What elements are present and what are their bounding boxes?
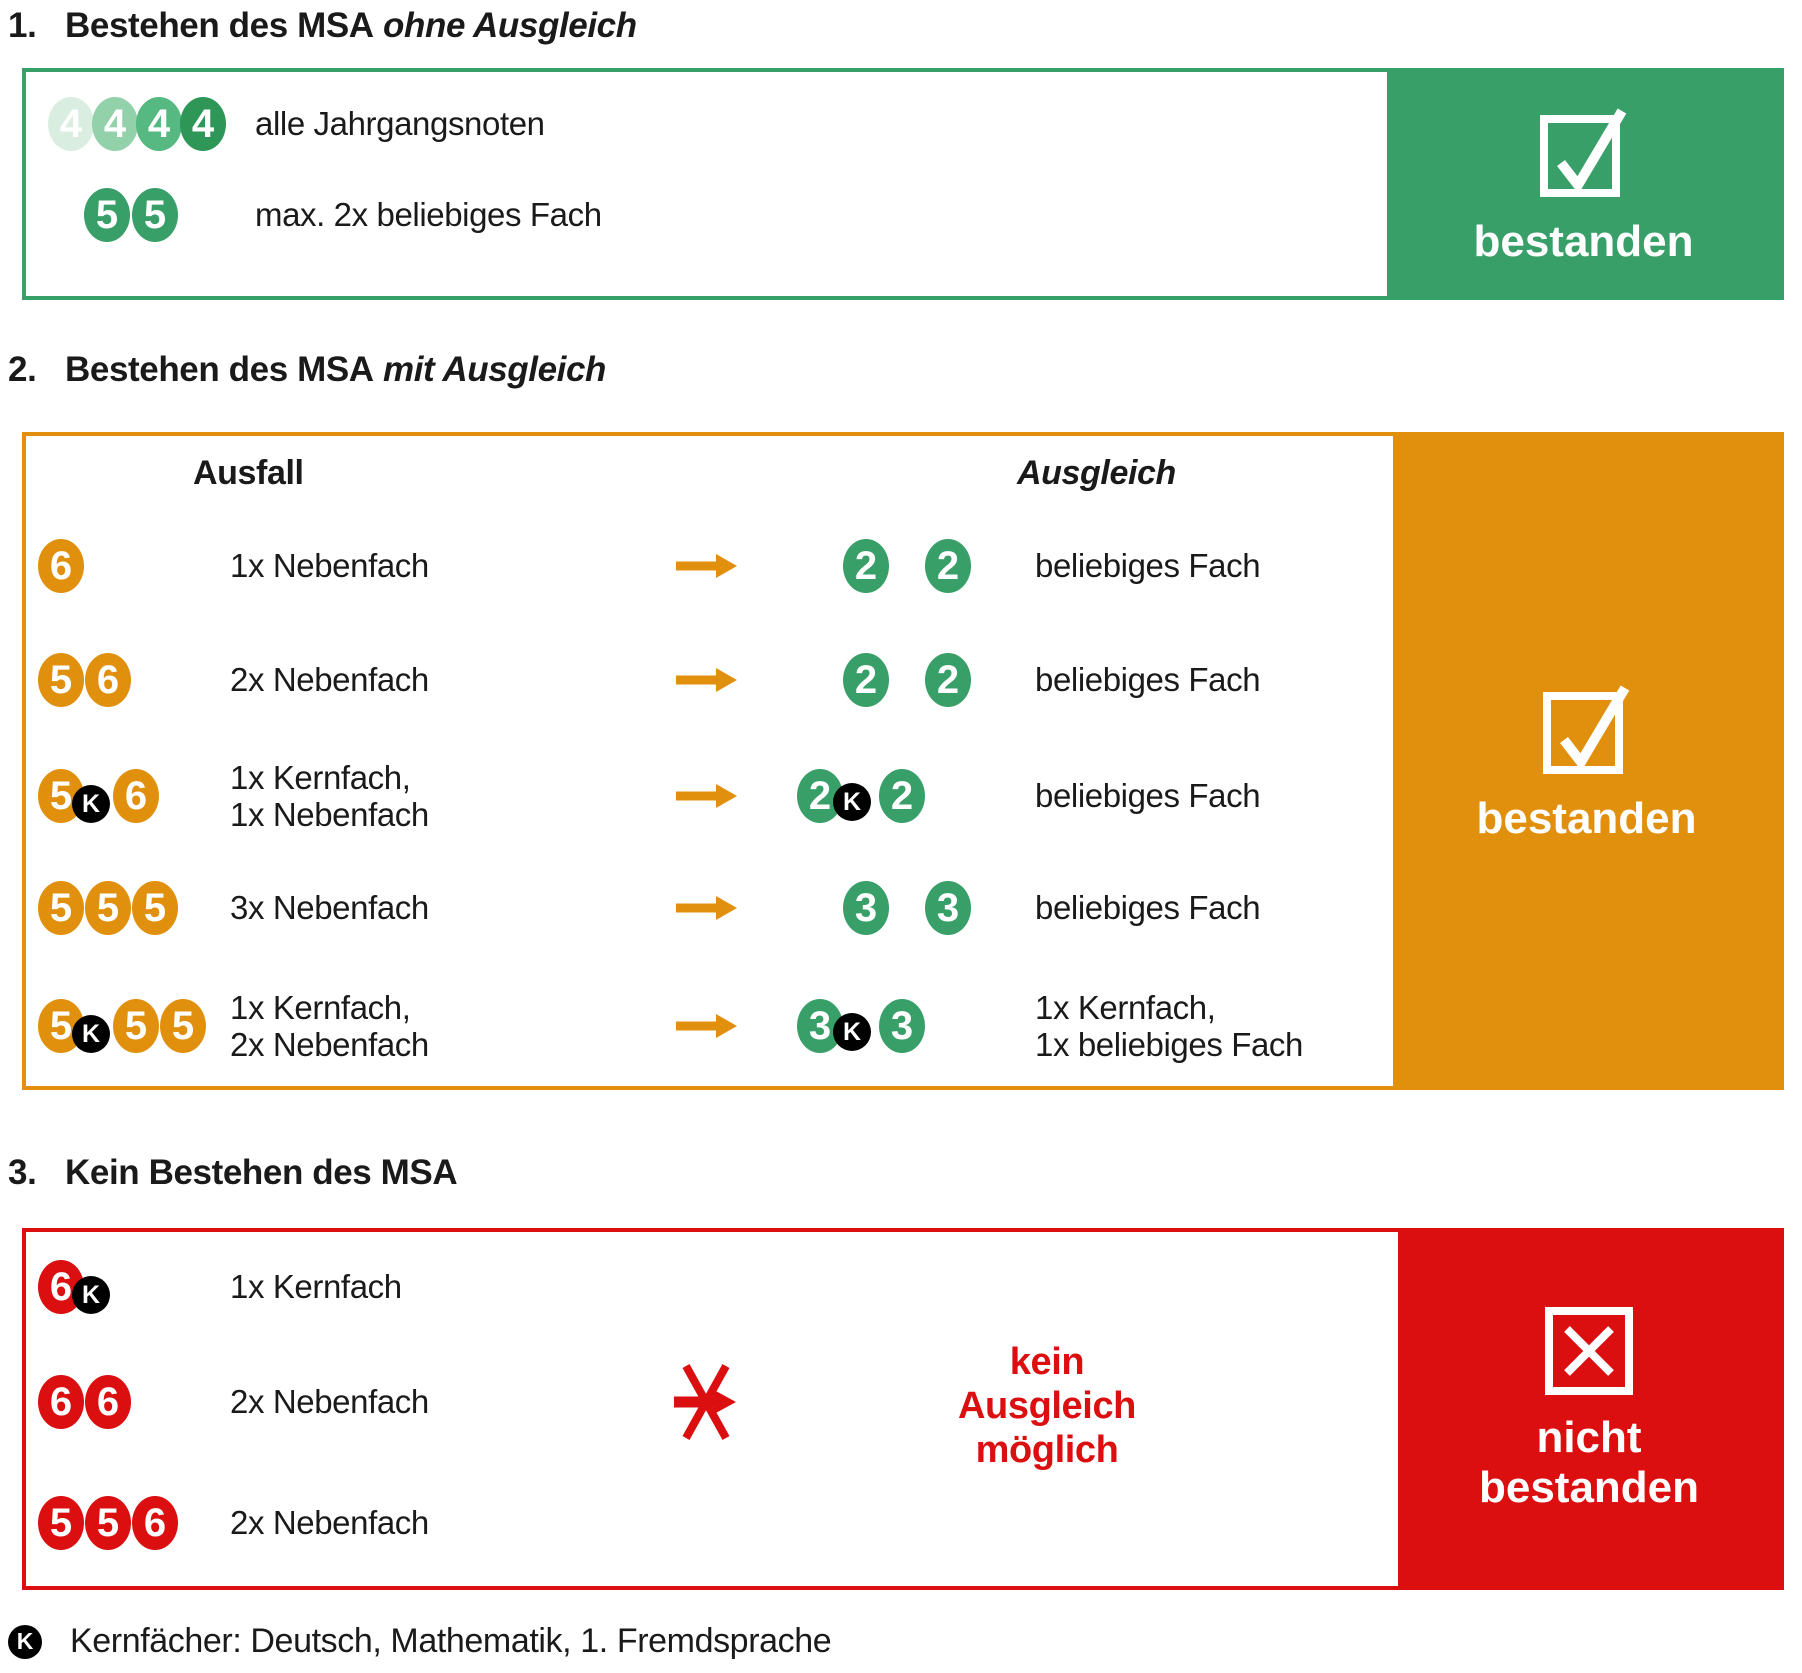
grade-value: 6 — [143, 1500, 167, 1545]
section3-box — [22, 1228, 1784, 1590]
section1-box — [22, 68, 1784, 300]
grade-value: 3 — [854, 885, 878, 930]
kernfach-letter: K — [81, 1019, 101, 1048]
grade-circle — [879, 999, 925, 1053]
grade-value: 3 — [890, 1003, 914, 1048]
grade-circle — [160, 999, 206, 1053]
grade-circle — [843, 881, 889, 935]
grade-circle — [113, 999, 159, 1053]
section2-box — [22, 432, 1784, 1090]
grade-circle — [38, 1375, 84, 1429]
row-label: 2x Nebenfach — [230, 1383, 429, 1420]
grade-value: 5 — [143, 885, 167, 930]
section2-heading — [8, 350, 606, 390]
grade-circle — [879, 769, 925, 823]
grade-circle — [85, 881, 131, 935]
checkbox-checked-icon — [1541, 678, 1633, 778]
grade-circle — [38, 539, 84, 593]
arrow-right-icon — [674, 892, 738, 924]
grade-value: 5 — [96, 1500, 120, 1545]
grade-value: 3 — [808, 1003, 832, 1048]
kernfach-badge — [72, 785, 110, 823]
section3-heading — [8, 1153, 457, 1193]
kernfach-letter: K — [16, 1628, 34, 1654]
column-header-ausfall: Ausfall — [193, 454, 304, 492]
section1-title: Bestehen des MSA — [65, 6, 374, 45]
arrow-right-icon — [674, 780, 738, 812]
grade-value: 2 — [808, 773, 832, 818]
crossbox-icon — [1543, 1305, 1635, 1397]
checkbox-checked-icon — [1538, 101, 1630, 201]
no-comp-line: Ausgleich — [958, 1385, 1136, 1427]
grade-value: 6 — [96, 1379, 120, 1424]
grade-circle — [843, 653, 889, 707]
grade-value: 5 — [49, 885, 73, 930]
grade-value: 5 — [49, 1500, 73, 1545]
grade-value: 2 — [854, 543, 878, 588]
grade-circle — [113, 769, 159, 823]
grade-value: 2 — [936, 543, 960, 588]
grade-circle — [132, 881, 178, 935]
label-line: 1x Kernfach, — [1035, 989, 1216, 1026]
section2-title-italic: mit Ausgleich — [383, 350, 606, 389]
no-comp-line: kein — [1009, 1341, 1085, 1383]
kernfach-badge — [72, 1015, 110, 1053]
grade-value: 2 — [890, 773, 914, 818]
grade-value: 5 — [96, 885, 120, 930]
grade-value: 5 — [49, 1003, 73, 1048]
grade-circle — [85, 653, 131, 707]
grade-circle — [843, 539, 889, 593]
result-text — [1479, 1413, 1699, 1513]
grade-circle — [925, 881, 971, 935]
grade-circle — [925, 653, 971, 707]
ausgleich-label — [1035, 989, 1303, 1063]
legend — [8, 1622, 831, 1661]
section1-heading — [8, 6, 637, 46]
ausgleich-label: beliebiges Fach — [1035, 547, 1261, 584]
kernfach-badge — [72, 1276, 110, 1314]
grade-circle — [132, 188, 178, 242]
grade-circle — [85, 1496, 131, 1550]
grade-value: 5 — [95, 192, 119, 237]
grade-value: 5 — [143, 192, 167, 237]
ausgleich-label: beliebiges Fach — [1035, 661, 1261, 698]
grade-value: 6 — [49, 1379, 73, 1424]
section1-title-italic: ohne Ausgleich — [383, 6, 637, 45]
ausfall-label: 3x Nebenfach — [230, 889, 429, 926]
result-line: bestanden — [1478, 1463, 1700, 1512]
label-line: 2x Nebenfach — [230, 1026, 429, 1063]
result-line: nicht — [1536, 1413, 1642, 1462]
grade-circle — [84, 188, 130, 242]
row-label: alle Jahrgangsnoten — [255, 105, 545, 142]
grade-circle — [38, 653, 84, 707]
arrow-right-icon — [674, 664, 738, 696]
label-line: 1x beliebiges Fach — [1035, 1026, 1303, 1063]
kernfach-letter: K — [81, 1280, 101, 1309]
grade-value: 6 — [96, 657, 120, 702]
arrow-right-icon — [674, 1010, 738, 1042]
no-compensation-text — [912, 1340, 1182, 1472]
no-comp-line: möglich — [975, 1429, 1119, 1471]
grade-circle — [180, 97, 226, 151]
row-label: 2x Nebenfach — [230, 1504, 429, 1541]
result-text: bestanden — [1476, 794, 1697, 843]
grade-circle — [38, 1496, 84, 1550]
grade-value: 5 — [124, 1003, 148, 1048]
row-label: 1x Kernfach — [230, 1268, 402, 1305]
ausfall-label — [230, 989, 429, 1063]
result-panel-passed — [1387, 72, 1780, 296]
kernfach-badge — [833, 783, 871, 821]
grade-value: 4 — [147, 101, 171, 146]
grade-circle — [92, 97, 138, 151]
section2-number: 2. — [8, 350, 37, 389]
section3-number: 3. — [8, 1153, 37, 1192]
grade-value: 4 — [59, 101, 83, 146]
section2-title: Bestehen des MSA — [65, 350, 374, 389]
grade-value: 2 — [854, 657, 878, 702]
row-label: max. 2x beliebiges Fach — [255, 196, 602, 233]
grade-value: 2 — [936, 657, 960, 702]
grade-circle — [48, 97, 94, 151]
grade-value: 3 — [936, 885, 960, 930]
grade-circle — [132, 1496, 178, 1550]
kernfach-badge — [8, 1625, 42, 1659]
grade-circle — [925, 539, 971, 593]
kernfach-letter: K — [81, 789, 101, 818]
grade-value: 5 — [49, 657, 73, 702]
label-line: 1x Kernfach, — [230, 989, 411, 1026]
ausfall-label: 2x Nebenfach — [230, 661, 429, 698]
label-line: 1x Nebenfach — [230, 796, 429, 833]
kernfach-letter: K — [842, 1017, 862, 1046]
grade-value: 6 — [49, 543, 73, 588]
legend-text: Kernfächer: Deutsch, Mathematik, 1. Fremdsprache — [70, 1622, 832, 1660]
kernfach-badge — [833, 1013, 871, 1051]
result-text: bestanden — [1473, 217, 1694, 266]
grade-value: 6 — [124, 773, 148, 818]
section1-number: 1. — [8, 6, 37, 45]
grade-circle — [38, 881, 84, 935]
ausfall-label — [230, 759, 429, 833]
result-panel-passed — [1393, 436, 1780, 1086]
no-compensation-arrow-icon — [674, 1362, 742, 1442]
grade-value: 5 — [49, 773, 73, 818]
grade-value: 5 — [171, 1003, 195, 1048]
ausgleich-label: beliebiges Fach — [1035, 889, 1261, 926]
column-header-ausgleich: Ausgleich — [1017, 454, 1176, 492]
kernfach-letter: K — [842, 787, 862, 816]
ausgleich-label: beliebiges Fach — [1035, 777, 1261, 814]
grade-circle — [85, 1375, 131, 1429]
grade-value: 6 — [49, 1264, 73, 1309]
label-line: 1x Kernfach, — [230, 759, 411, 796]
ausfall-label: 1x Nebenfach — [230, 547, 429, 584]
grade-value: 4 — [103, 101, 127, 146]
result-panel-failed — [1398, 1232, 1780, 1586]
section3-title: Kein Bestehen des MSA — [65, 1153, 458, 1192]
grade-circle — [136, 97, 182, 151]
arrow-right-icon — [674, 550, 738, 582]
grade-value: 4 — [191, 101, 215, 146]
